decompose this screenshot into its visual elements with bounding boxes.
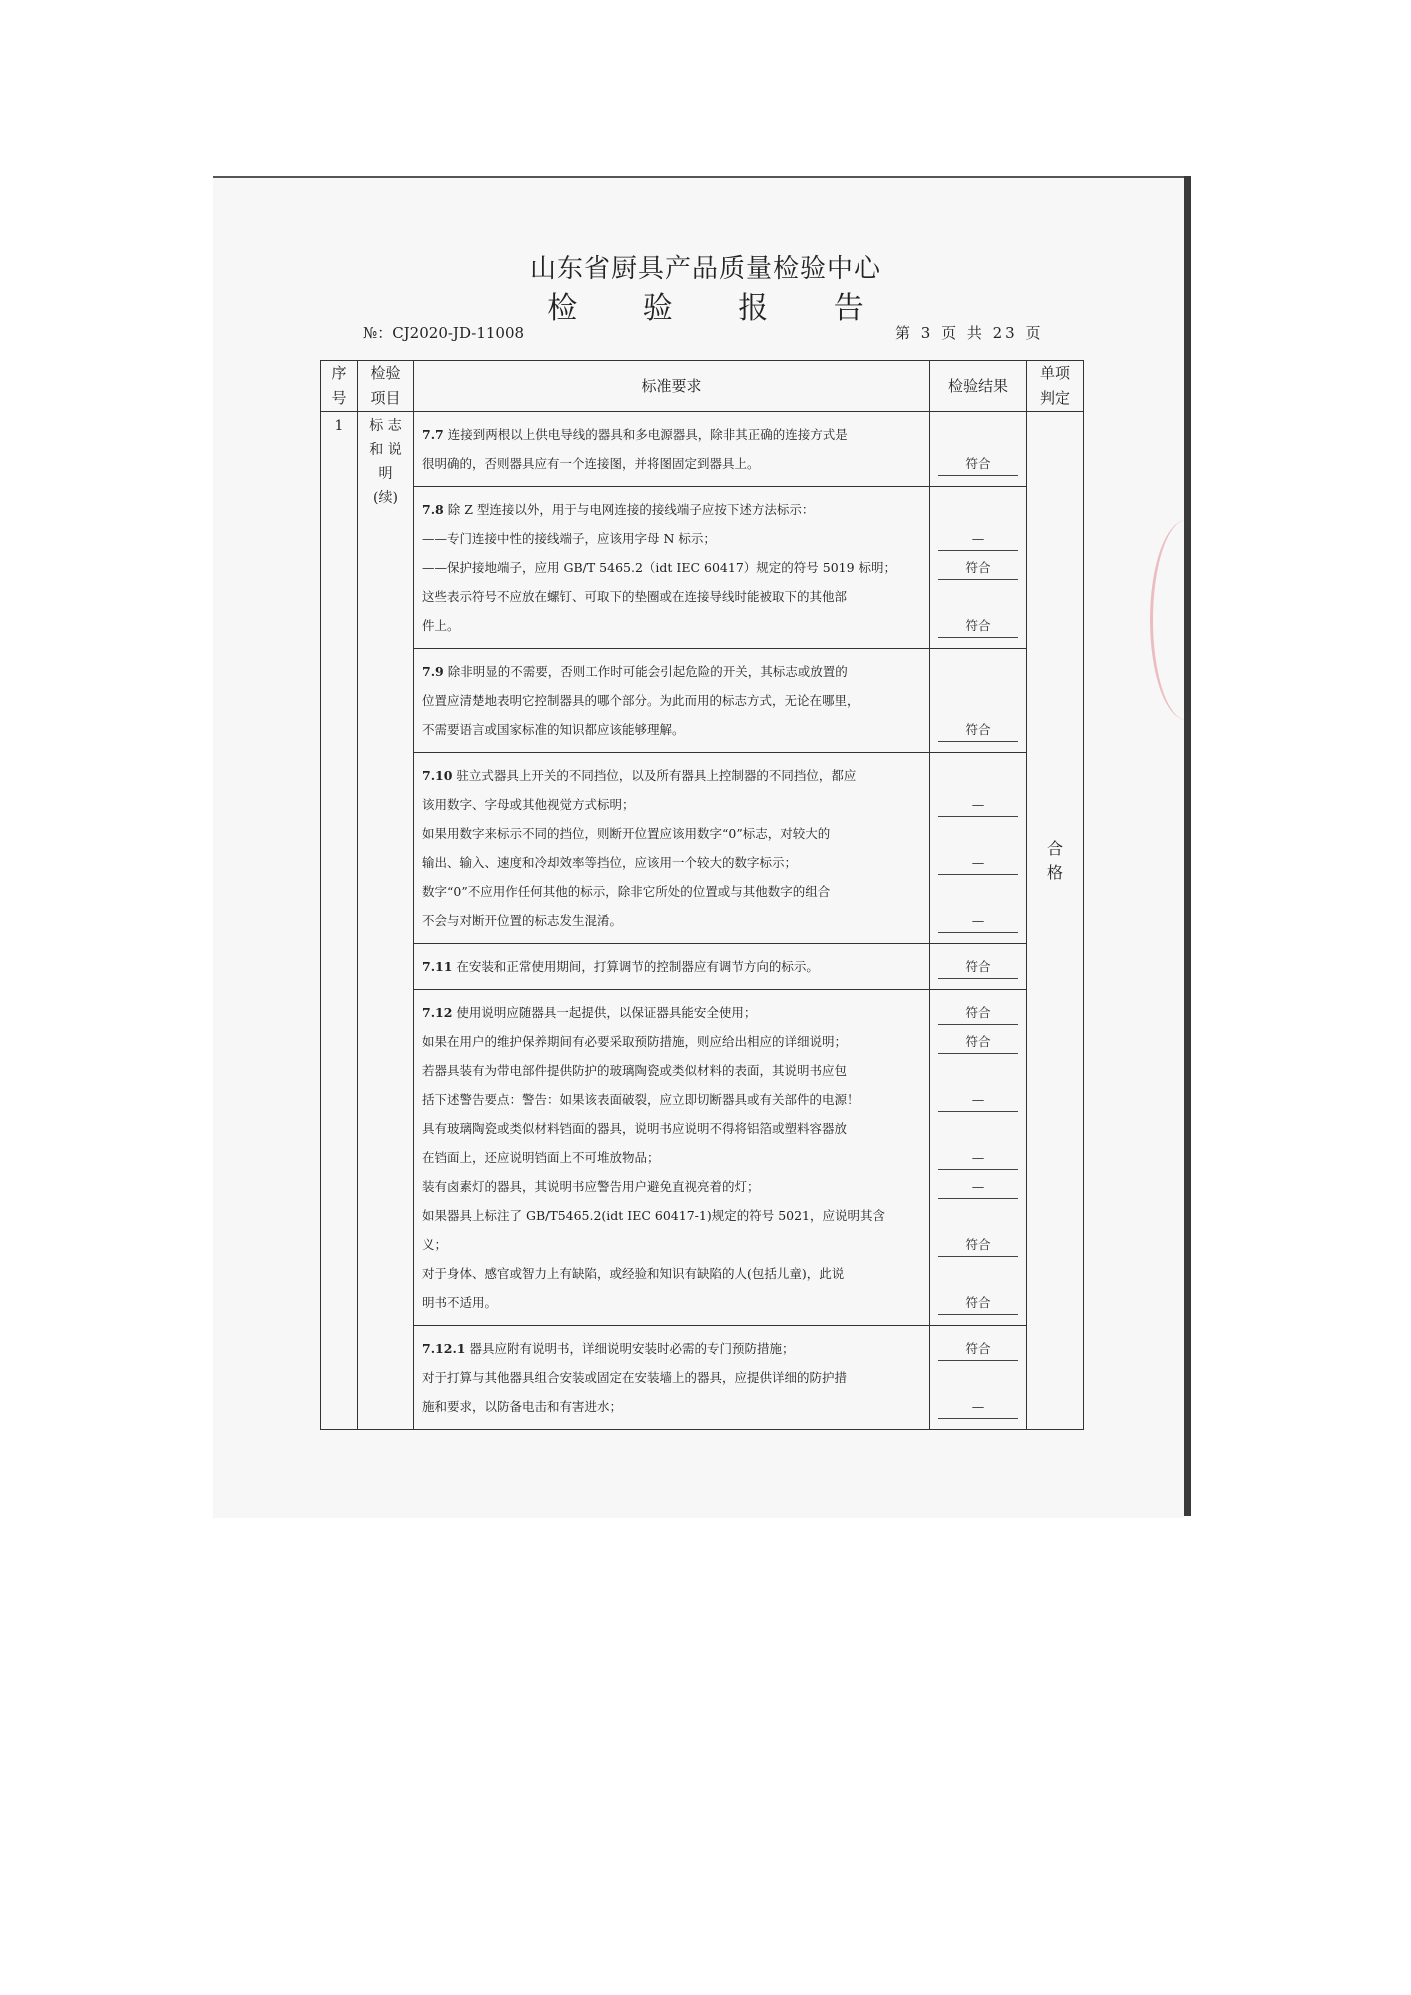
result-line: [930, 611, 1026, 640]
result-line: [930, 495, 1026, 524]
requirement-text: 对于身体、感官或智力上有缺陷，或经验和知识有缺陷的人(包括儿童)，此说: [422, 1266, 845, 1281]
report-number: №：CJ2020-JD-11008: [363, 324, 525, 342]
result-line: [930, 906, 1026, 935]
requirement-line: [422, 1027, 923, 1056]
result-value: 符合: [938, 1234, 1018, 1257]
requirement-text: 这些表示符号不应放在螺钉、可取下的垫圈或在连接导线时能被取下的其他部: [422, 589, 848, 604]
requirement-text: 具有玻璃陶瓷或类似材料铛面的器具，说明书应说明不得将铝箔或塑料容器放: [422, 1121, 848, 1136]
requirement-line: [422, 553, 923, 582]
result-value: 符合: [938, 956, 1018, 979]
requirement-line: [422, 1143, 923, 1172]
report-org-title: 山东省厨具产品质量检验中心: [529, 254, 881, 284]
requirement-text: 器具应附有说明书，详细说明安装时必需的专门预防措施；: [465, 1341, 795, 1356]
result-value: 符合: [938, 1031, 1018, 1054]
row-item-line: 明: [378, 466, 393, 482]
result-value: —: [938, 852, 1018, 875]
requirement-text: 括下述警告要点：警告：如果该表面破裂，应立即切断器具或有关部件的电源！: [422, 1092, 860, 1107]
clause-number: 7.10: [422, 768, 453, 783]
result-line: [930, 582, 1026, 611]
requirement-line: [422, 611, 923, 640]
row-verdict: 合 格: [1027, 412, 1084, 1430]
report-title: 检 验 报 告: [547, 291, 892, 326]
requirement-line: [422, 715, 923, 744]
result-line: [930, 553, 1026, 582]
requirement-text: 输出、输入、速度和冷却效率等挡位，应该用一个较大的数字标示；: [422, 855, 798, 870]
row-seq: 1: [321, 412, 358, 1430]
requirement-text: 很明确的，否则器具应有一个连接图，并将图固定到器具上。: [422, 456, 760, 471]
row-item-line: (续): [373, 490, 398, 506]
requirement-text: 位置应清楚地表明它控制器具的哪个部分。为此而用的标志方式，无论在哪里，: [422, 693, 860, 708]
result-line: [930, 819, 1026, 848]
requirement-cell: [414, 990, 930, 1326]
requirement-cell: [414, 412, 930, 487]
result-line: [930, 524, 1026, 553]
requirement-line: [422, 1056, 923, 1085]
row-item-line: 标 志: [369, 418, 402, 434]
requirement-text: 该用数字、字母或其他视觉方式标明；: [422, 797, 635, 812]
requirement-line: [422, 582, 923, 611]
result-value: 符合: [938, 1338, 1018, 1361]
result-line: [930, 715, 1026, 744]
requirement-text: 不需要语言或国家标准的知识都应该能够理解。: [422, 722, 685, 737]
requirement-line: [422, 1114, 923, 1143]
requirement-line: [422, 524, 923, 553]
requirement-text: ——保护接地端子，应用 GB/T 5465.2（idt IEC 60417）规定的符号 5019 标明；: [422, 560, 897, 575]
requirement-line: [422, 449, 923, 478]
requirement-line: [422, 1334, 923, 1363]
table-row: [321, 487, 1084, 649]
requirement-cell: [414, 753, 930, 944]
requirement-line: [422, 1172, 923, 1201]
result-line: [930, 848, 1026, 877]
result-line: [930, 877, 1026, 906]
header-item-label: 检验 项目: [370, 364, 401, 407]
result-line: [930, 1027, 1026, 1056]
requirement-line: [422, 906, 923, 935]
result-value: —: [938, 794, 1018, 817]
result-line: [930, 420, 1026, 449]
result-value: —: [938, 910, 1018, 933]
requirement-text: 在安装和正常使用期间，打算调节的控制器应有调节方向的标示。: [452, 959, 819, 974]
result-line: [930, 761, 1026, 790]
header-verdict: [1027, 361, 1084, 412]
result-value: —: [938, 1396, 1018, 1419]
requirement-text: 数字“0”不应用作任何其他的标示，除非它所处的位置或与其他数字的组合: [422, 884, 831, 899]
inspection-table: [320, 360, 1084, 1430]
clause-number: 7.12.1: [422, 1341, 466, 1356]
result-line: [930, 1259, 1026, 1288]
requirement-line: [422, 1230, 923, 1259]
result-line: [930, 790, 1026, 819]
requirement-cell: [414, 649, 930, 753]
result-line: [930, 998, 1026, 1027]
result-cell: [930, 944, 1027, 990]
clause-number: 7.8: [422, 502, 444, 517]
result-value: 符合: [938, 719, 1018, 742]
result-line: [930, 1056, 1026, 1085]
requirement-line: [422, 1288, 923, 1317]
requirement-line: [422, 657, 923, 686]
requirement-line: [422, 1392, 923, 1421]
header-seq-label: 序 号: [331, 364, 347, 407]
requirement-text: ——专门连接中性的接线端子，应该用字母 N 标示；: [422, 531, 716, 546]
requirement-cell: [414, 487, 930, 649]
requirement-text: 在铛面上，还应说明铛面上不可堆放物品；: [422, 1150, 660, 1165]
result-value: 符合: [938, 1292, 1018, 1315]
result-line: [930, 686, 1026, 715]
result-value: 符合: [938, 557, 1018, 580]
requirement-line: [422, 1259, 923, 1288]
table-row: [321, 412, 1084, 487]
header-verdict-label: 单项 判定: [1039, 364, 1070, 407]
clause-number: 7.7: [422, 427, 444, 442]
result-line: [930, 1230, 1026, 1259]
requirement-text: 如果用数字来标示不同的挡位，则断开位置应该用数字“0”标志，对较大的: [422, 826, 831, 841]
result-line: [930, 1392, 1026, 1421]
result-value: 符合: [938, 1002, 1018, 1025]
requirement-text: 不会与对断开位置的标志发生混淆。: [422, 913, 623, 928]
result-line: [930, 1288, 1026, 1317]
requirement-line: [422, 998, 923, 1027]
header-result: 检验结果: [930, 361, 1027, 412]
requirement-text: 驻立式器具上开关的不同挡位，以及所有器具上控制器的不同挡位，都应: [452, 768, 857, 783]
row-item-line: 和 说: [369, 442, 402, 458]
requirement-line: [422, 877, 923, 906]
header-requirement: 标准要求: [414, 361, 930, 412]
result-cell: [930, 487, 1027, 649]
result-cell: [930, 990, 1027, 1326]
requirement-text: 对于打算与其他器具组合安装或固定在安装墙上的器具，应提供详细的防护措: [422, 1370, 848, 1385]
requirement-text: 如果器具上标注了 GB/T5465.2(idt IEC 60417-1)规定的符号 5021，应说明其含: [422, 1208, 886, 1223]
requirement-cell: [414, 944, 930, 990]
result-value: —: [938, 528, 1018, 551]
result-line: [930, 657, 1026, 686]
result-cell: [930, 753, 1027, 944]
result-line: [930, 449, 1026, 478]
requirement-text: 如果在用户的维护保养期间有必要采取预防措施，则应给出相应的详细说明；: [422, 1034, 848, 1049]
table-header-row: [321, 361, 1084, 412]
row-item: [358, 412, 414, 1430]
result-line: [930, 1085, 1026, 1114]
requirement-text: 件上。: [422, 618, 460, 633]
requirement-line: [422, 952, 923, 981]
requirement-line: [422, 790, 923, 819]
header-seq: [321, 361, 358, 412]
table-row: [321, 990, 1084, 1326]
clause-number: 7.11: [422, 959, 453, 974]
result-line: [930, 1114, 1026, 1143]
requirement-text: 义；: [422, 1237, 448, 1252]
scan-edge: [1184, 176, 1191, 1516]
red-seal-stamp: [1150, 520, 1223, 720]
requirement-text: 连接到两根以上供电导线的器具和多电源器具，除非其正确的连接方式是: [443, 427, 848, 442]
result-cell: [930, 1326, 1027, 1430]
table-row: [321, 649, 1084, 753]
result-line: [930, 1363, 1026, 1392]
requirement-text: 明书不适用。: [422, 1295, 498, 1310]
requirement-text: 除 Z 型连接以外，用于与电网连接的接线端子应按下述方法标示：: [443, 502, 815, 517]
requirement-text: 施和要求，以防备电击和有害进水；: [422, 1399, 623, 1414]
requirement-line: [422, 686, 923, 715]
table-row: [321, 1326, 1084, 1430]
result-value: 符合: [938, 453, 1018, 476]
requirement-line: [422, 420, 923, 449]
result-line: [930, 952, 1026, 981]
result-cell: [930, 412, 1027, 487]
result-value: 符合: [938, 615, 1018, 638]
requirement-line: [422, 1363, 923, 1392]
requirement-text: 使用说明应随器具一起提供，以保证器具能安全使用；: [452, 1005, 757, 1020]
requirement-line: [422, 819, 923, 848]
requirement-line: [422, 495, 923, 524]
requirement-line: [422, 848, 923, 877]
requirement-text: 装有卤素灯的器具，其说明书应警告用户避免直视亮着的灯；: [422, 1179, 760, 1194]
requirement-cell: [414, 1326, 930, 1430]
page-info: 第 3 页 共 23 页: [895, 324, 1044, 342]
table-row: [321, 944, 1084, 990]
clause-number: 7.12: [422, 1005, 453, 1020]
result-line: [930, 1334, 1026, 1363]
requirement-line: [422, 1201, 923, 1230]
result-cell: [930, 649, 1027, 753]
result-value: —: [938, 1089, 1018, 1112]
table-row: [321, 753, 1084, 944]
clause-number: 7.9: [422, 664, 444, 679]
result-line: [930, 1143, 1026, 1172]
header-item: [358, 361, 414, 412]
requirement-text: 若器具装有为带电部件提供防护的玻璃陶瓷或类似材料的表面，其说明书应包: [422, 1063, 848, 1078]
result-line: [930, 1172, 1026, 1201]
requirement-line: [422, 1085, 923, 1114]
result-value: —: [938, 1176, 1018, 1199]
requirement-text: 除非明显的不需要，否则工作时可能会引起危险的开关，其标志或放置的: [443, 664, 848, 679]
result-line: [930, 1201, 1026, 1230]
result-value: —: [938, 1147, 1018, 1170]
requirement-line: [422, 761, 923, 790]
